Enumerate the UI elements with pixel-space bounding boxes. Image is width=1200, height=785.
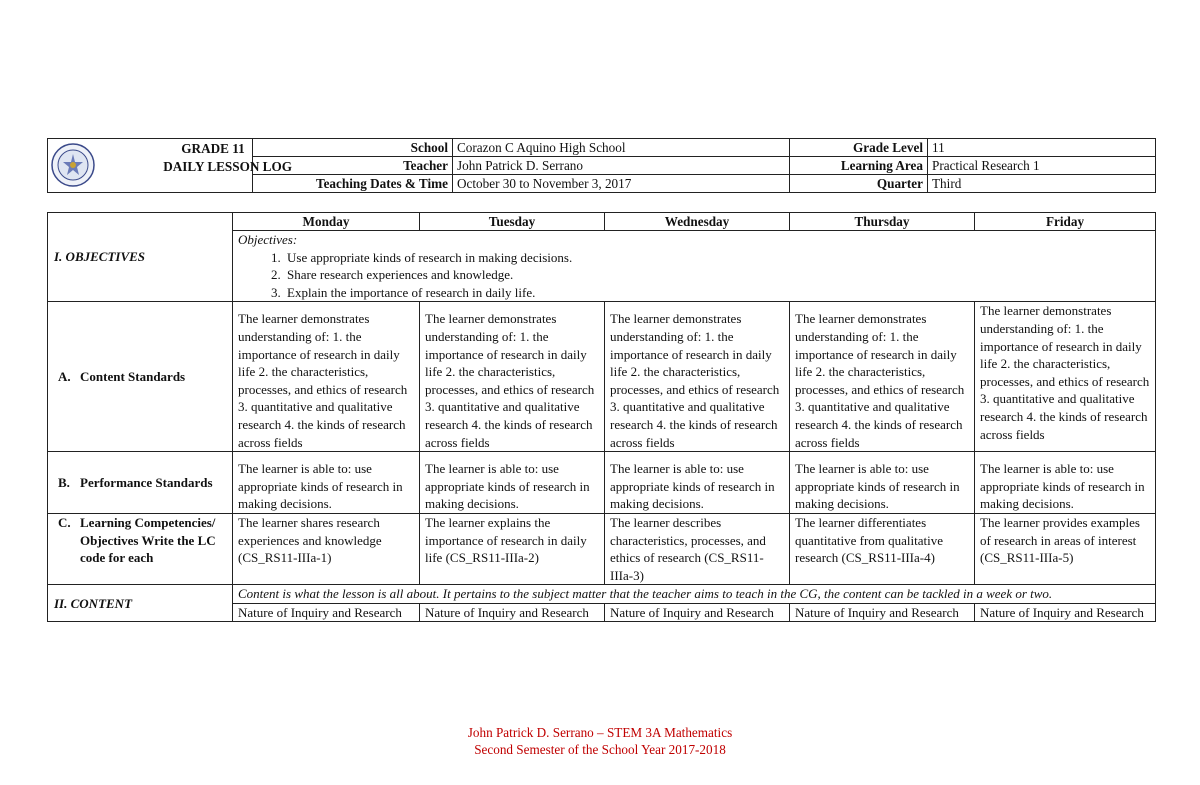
content-note-row — [48, 585, 1156, 604]
learning-area-value: Practical Research 1 — [928, 157, 1156, 175]
objective-item: 3. Explain the importance of research in daily life. — [284, 284, 1150, 302]
competencies-row — [48, 513, 1156, 584]
footer-author: John Patrick D. Serrano – STEM 3A Mathematics — [467, 725, 733, 740]
objectives-label: I. OBJECTIVES — [54, 249, 146, 265]
grade-title: GRADE 11 — [181, 141, 245, 156]
content-topic-tuesday: Nature of Inquiry and Research — [420, 603, 605, 622]
performance-standards-row — [48, 452, 1156, 514]
content-note: Content is what the lesson is all about. It pertains to the subject matter that the teacher aims to teach in the CG, the content can be tackled in a week or two. — [233, 585, 1156, 604]
quarter-label: Quarter — [790, 175, 928, 193]
row-letter: B. — [58, 474, 70, 490]
day-header-friday: Friday — [975, 213, 1156, 231]
content-standards-thursday: The learner demonstrates understanding of: 1. the importance of research in daily life 2. the characteristics, processes, and ethics of research 3. quantitative and qualitative research 4. the kinds of research across fields — [790, 302, 975, 452]
content-topic-thursday: Nature of Inquiry and Research — [790, 603, 975, 622]
grade-level-value: 11 — [928, 139, 1156, 157]
row-label-text: Performance Standards — [80, 474, 213, 490]
dates-value: October 30 to November 3, 2017 — [453, 175, 790, 193]
logo-cell — [48, 139, 292, 193]
performance-standards-friday: The learner is able to: use appropriate kinds of research in making decisions. — [975, 452, 1156, 514]
day-header-wednesday: Wednesday — [605, 213, 790, 231]
content-section-label: II. CONTENT — [48, 585, 233, 622]
footer-semester: Second Semester of the School Year 2017-2018 — [474, 742, 726, 757]
content-standards-wednesday: The learner demonstrates understanding of: 1. the importance of research in daily life 2. the characteristics, processes, and ethics of research 3. quantitative and qualitative research 4. the kinds of research across fields — [605, 302, 790, 452]
deped-seal-icon — [51, 143, 95, 187]
performance-standards-tuesday: The learner is able to: use appropriate kinds of research in making decisions. — [420, 452, 605, 514]
footer — [0, 724, 1200, 758]
row-letter: C. — [58, 514, 71, 530]
competency-monday: The learner shares research experiences and knowledge (CS_RS11-IIIa-1) — [233, 513, 420, 584]
performance-standards-wednesday: The learner is able to: use appropriate kinds of research in making decisions. — [605, 452, 790, 514]
competency-thursday: The learner differentiates quantitative from qualitative research (CS_RS11-IIIa-4) — [790, 513, 975, 584]
competency-friday: The learner provides examples of research in areas of interest (CS_RS11-IIIa-5) — [975, 513, 1156, 584]
objective-item: 2. Share research experiences and knowledge. — [284, 266, 1150, 284]
teacher-label: Teacher — [253, 157, 453, 175]
competency-wednesday: The learner describes characteristics, processes, and ethics of research (CS_RS11-IIIa-3) — [605, 513, 790, 584]
objectives-list — [238, 249, 1150, 302]
day-header-tuesday: Tuesday — [420, 213, 605, 231]
learning-area-label: Learning Area — [790, 157, 928, 175]
content-standards-label — [48, 302, 233, 452]
content-standards-friday: The learner demonstrates understanding of: 1. the importance of research in daily life 2. the characteristics, processes, and ethics of research 3. quantitative and qualitative research 4. the kinds of research across fields — [975, 302, 1156, 452]
content-standards-row — [48, 302, 1156, 452]
content-topic-friday: Nature of Inquiry and Research — [975, 603, 1156, 622]
school-value: Corazon C Aquino High School — [453, 139, 790, 157]
corner-cell — [48, 213, 233, 302]
teacher-value: John Patrick D. Serrano — [453, 157, 790, 175]
day-header-monday: Monday — [233, 213, 420, 231]
objectives-title: Objectives: — [238, 232, 298, 247]
competency-tuesday: The learner explains the importance of research in daily life (CS_RS11-IIIa-2) — [420, 513, 605, 584]
objective-item: 1. Use appropriate kinds of research in making decisions. — [284, 249, 1150, 267]
content-topic-monday: Nature of Inquiry and Research — [233, 603, 420, 622]
competencies-label — [48, 513, 233, 584]
log-title: DAILY LESSON LOG — [163, 159, 292, 174]
dates-label: Teaching Dates & Time — [253, 175, 453, 193]
grade-level-label: Grade Level — [790, 139, 928, 157]
day-header-thursday: Thursday — [790, 213, 975, 231]
row-letter: A. — [58, 368, 71, 384]
day-header-row — [48, 213, 1156, 231]
performance-standards-monday: The learner is able to: use appropriate kinds of research in making decisions. — [233, 452, 420, 514]
objectives-cell — [233, 231, 1156, 302]
performance-standards-thursday: The learner is able to: use appropriate kinds of research in making decisions. — [790, 452, 975, 514]
quarter-value: Third — [928, 175, 1156, 193]
header-table — [47, 138, 1156, 193]
school-label: School — [253, 139, 453, 157]
row-label-text: Content Standards — [80, 368, 186, 384]
lesson-table — [47, 212, 1156, 622]
content-standards-tuesday: The learner demonstrates understanding of: 1. the importance of research in daily life 2. the characteristics, processes, and ethics of research 3. quantitative and qualitative research 4. the kinds of research across fields — [420, 302, 605, 452]
content-standards-monday: The learner demonstrates understanding of: 1. the importance of research in daily life 2. the characteristics, processes, and ethics of research 3. quantitative and qualitative research 4. the kinds of research across fields — [233, 302, 420, 452]
content-topic-wednesday: Nature of Inquiry and Research — [605, 603, 790, 622]
performance-standards-label — [48, 452, 233, 514]
row-label-text: Learning Competencies/ Objectives Write the LC code for each — [80, 514, 216, 566]
